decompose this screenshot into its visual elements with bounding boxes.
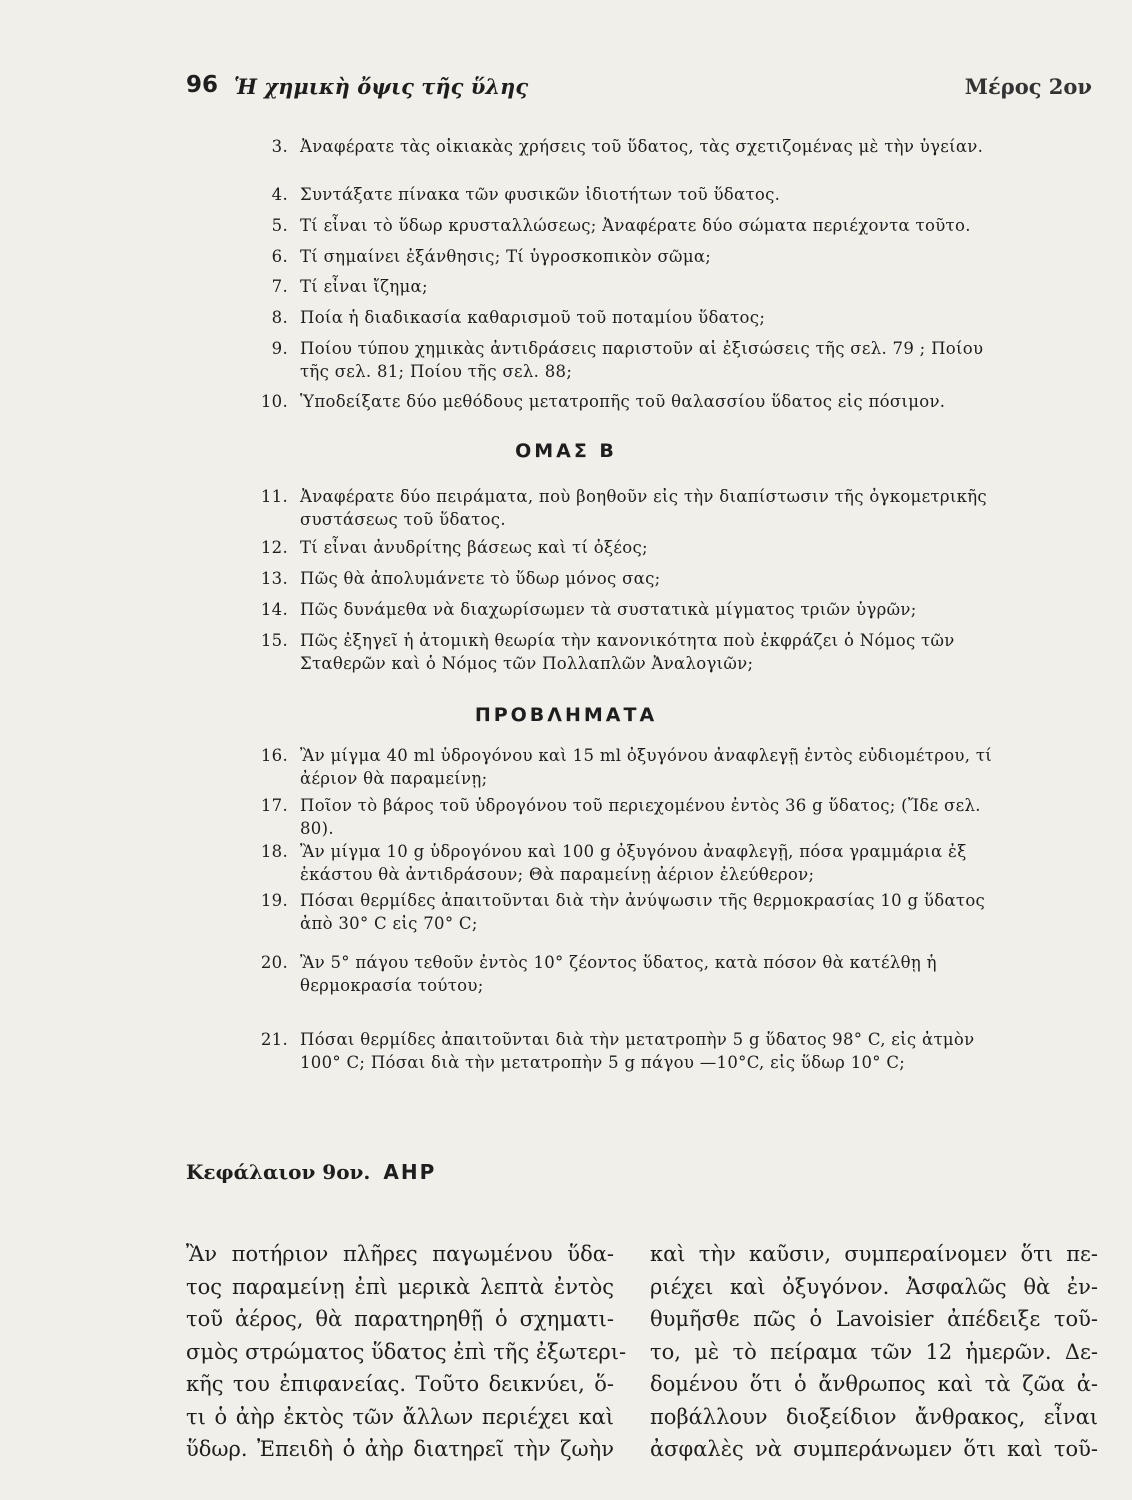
problem-item — [244, 1028, 1014, 1074]
problem-number: 19. — [260, 891, 288, 910]
problem-item — [244, 951, 1014, 997]
problem-text: Ποῖον τὸ βάρος τοῦ ὑδρογόνου τοῦ περιεχομένου ἐντὸς 36 g ὕδατος; (Ἴδε σελ. 80). — [300, 796, 981, 838]
question-number: 13. — [260, 569, 288, 588]
problem-item — [244, 889, 1014, 935]
question-text: Ποίου τύπου χημικὰς ἀντιδράσεις παριστοῦν αἱ ἐξισώσεις τῆς σελ. 79 ; Ποίου τῆς σελ. 81; Ποίου τῆς σελ. 88; — [300, 339, 984, 381]
question-text: Πῶς ἐξηγεῖ ἡ ἀτομικὴ θεωρία τὴν κανονικότητα ποὺ ἐκφράζει ὁ Νόμος τῶν Σταθερῶν καὶ ὁ Νόμος τῶν Πολλαπλῶν Ἀναλογιῶν; — [300, 631, 955, 673]
question-item — [244, 135, 1014, 158]
text-line: τοῦ ἀέρος, θὰ παρατηρηθῇ ὁ σχηματι- — [186, 1307, 614, 1331]
body-column-left — [186, 1238, 627, 1466]
question-item — [244, 598, 1014, 621]
problems-heading: ΠΡΟΒΛΗΜΑΤΑ — [474, 704, 658, 726]
question-item — [244, 629, 1014, 675]
question-text: Ποία ἡ διαδικασία καθαρισμοῦ τοῦ ποταμίου ὕδατος; — [300, 308, 766, 327]
text-line: Ἂν ποτήριον πλῆρες παγωμένου ὕδα- — [186, 1242, 614, 1266]
question-text: Τί εἶναι τὸ ὕδωρ κρυσταλλώσεως; Ἀναφέρατε δύο σώματα περιέχοντα τοῦτο. — [300, 216, 971, 235]
problem-number: 16. — [260, 746, 288, 765]
page-number: 96 — [186, 72, 219, 98]
question-text: Τί εἶναι ἴζημα; — [300, 277, 428, 296]
question-number: 7. — [271, 277, 288, 296]
question-number: 5. — [271, 216, 288, 235]
text-line: τος παραμείνῃ ἐπὶ μερικὰ λεπτὰ ἐντὸς — [186, 1274, 614, 1299]
text-line: ποβάλλουν διοξείδιον ἄνθρακος, εἶναι — [650, 1404, 1098, 1429]
text-line: καὶ τὴν καῦσιν, συμπεραίνομεν ὅτι πε- — [650, 1242, 1098, 1266]
question-item — [244, 275, 1014, 298]
problem-number: 18. — [260, 842, 288, 861]
problem-item — [244, 744, 1014, 790]
text-line: τι ὁ ἀὴρ ἐκτὸς τῶν ἄλλων περιέχει καὶ — [186, 1404, 614, 1429]
question-number: 3. — [271, 137, 288, 156]
problem-number: 21. — [260, 1030, 288, 1049]
question-text: Τί σημαίνει ἐξάνθησις; Τί ὑγροσκοπικὸν σῶμα; — [300, 247, 712, 266]
question-item — [244, 337, 1014, 383]
chapter-heading — [186, 1160, 436, 1184]
question-item — [244, 214, 1014, 237]
text-line: δομένου ὅτι ὁ ἄνθρωπος καὶ τὰ ζῶα ἀ- — [650, 1372, 1098, 1396]
question-number: 14. — [260, 600, 288, 619]
question-text: Ἀναφέρατε τὰς οἰκιακὰς χρήσεις τοῦ ὕδατος, τὰς σχετιζομένας μὲ τὴν ὑγείαν. — [300, 137, 984, 156]
question-number: 8. — [271, 308, 288, 327]
question-text: Πῶς δυνάμεθα νὰ διαχωρίσωμεν τὰ συστατικὰ μίγματος τριῶν ὑγρῶν; — [300, 600, 917, 619]
text-line: το, μὲ τὸ πείραμα τῶν 12 ἡμερῶν. Δε- — [650, 1339, 1098, 1364]
question-number: 12. — [260, 538, 288, 557]
problem-text: Ἂν μίγμα 10 g ὑδρογόνου καὶ 100 g ὀξυγόνου ἀναφλεγῇ, πόσα γραμμάρια ἐξ ἑκάστου θὰ ἀντιδράσουν; Θὰ παραμείνῃ ἀέριον ἐλεύθερον; — [300, 842, 967, 884]
problem-item — [244, 794, 1014, 840]
question-number: 10. — [260, 392, 288, 411]
text-line: σμὸς στρώματος ὕδατος ἐπὶ τῆς ἐξωτερι- — [186, 1339, 627, 1364]
problem-item — [244, 840, 1014, 886]
problem-number: 20. — [260, 953, 288, 972]
question-item — [244, 485, 1014, 531]
page-header — [186, 72, 1096, 108]
chapter-title: ΑΗΡ — [383, 1160, 437, 1184]
section-heading: ΟΜΑΣ Β — [515, 440, 617, 462]
chapter-label: Κεφάλαιον 9ον. — [186, 1160, 371, 1184]
question-item — [244, 306, 1014, 329]
problem-text: Ἂν μίγμα 40 ml ὑδρογόνου καὶ 15 ml ὀξυγόνου ἀναφλεγῇ ἐντὸς εὐδιομέτρου, τί ἀέριον θὰ παραμείνῃ; — [300, 746, 993, 788]
question-text: Συντάξατε πίνακα τῶν φυσικῶν ἰδιοτήτων τοῦ ὕδατος. — [300, 185, 781, 204]
body-column-right — [650, 1238, 1098, 1466]
question-text: Τί εἶναι ἀνυδρίτης βάσεως καὶ τί ὀξέος; — [300, 538, 648, 557]
problem-text: Πόσαι θερμίδες ἀπαιτοῦνται διὰ τὴν ἀνύψωσιν τῆς θερμοκρασίας 10 g ὕδατος ἀπὸ 30° C εἰς 70° C; — [300, 891, 986, 933]
question-item — [244, 183, 1014, 206]
text-line: ἀσφαλὲς νὰ συμπεράνωμεν ὅτι καὶ τοῦ- — [650, 1437, 1098, 1461]
text-line: θυμῆσθε πῶς ὁ Lavoisier ἀπέδειξε τοῦ- — [650, 1307, 1098, 1331]
question-number: 6. — [271, 247, 288, 266]
problem-text: Πόσαι θερμίδες ἀπαιτοῦνται διὰ τὴν μετατροπὴν 5 g ὕδατος 98° C, εἰς ἀτμὸν 100° C; Πόσαι διὰ τὴν μετατροπὴν 5 g πάγου —10°C, εἰς ὕδωρ 10° C; — [300, 1030, 975, 1072]
question-item — [244, 245, 1014, 268]
question-item — [244, 567, 1014, 590]
question-text: Ἀναφέρατε δύο πειράματα, ποὺ βοηθοῦν εἰς τὴν διαπίστωσιν τῆς ὀγκομετρικῆς συστάσεως τοῦ ὕδατος. — [300, 487, 987, 529]
question-number: 15. — [260, 631, 288, 650]
question-item — [244, 536, 1014, 559]
question-text: Πῶς θὰ ἀπολυμάνετε τὸ ὕδωρ μόνος σας; — [300, 569, 661, 588]
running-title: Ἡ χημικὴ ὄψις τῆς ὕλης — [234, 74, 529, 99]
question-number: 9. — [271, 339, 288, 358]
text-line: ὕδωρ. Ἐπειδὴ ὁ ἀὴρ διατηρεῖ τὴν ζωὴν — [186, 1437, 614, 1461]
problem-number: 17. — [260, 796, 288, 815]
problem-text: Ἂν 5° πάγου τεθοῦν ἐντὸς 10° ζέοντος ὕδατος, κατὰ πόσον θὰ κατέλθῃ ἡ θερμοκρασία τούτου; — [300, 953, 937, 995]
question-number: 11. — [260, 487, 288, 506]
question-number: 4. — [271, 185, 288, 204]
question-text: Ὑποδείξατε δύο μεθόδους μετατροπῆς τοῦ θαλασσίου ὕδατος εἰς πόσιμον. — [300, 392, 946, 411]
text-line: κῆς του ἐπιφανείας. Τοῦτο δεικνύει, ὅ- — [186, 1372, 614, 1396]
text-line: ριέχει καὶ ὀξυγόνον. Ἀσφαλῶς θὰ ἐν- — [650, 1274, 1098, 1299]
part-label: Μέρος 2ον — [964, 74, 1092, 99]
question-item — [244, 390, 1014, 413]
